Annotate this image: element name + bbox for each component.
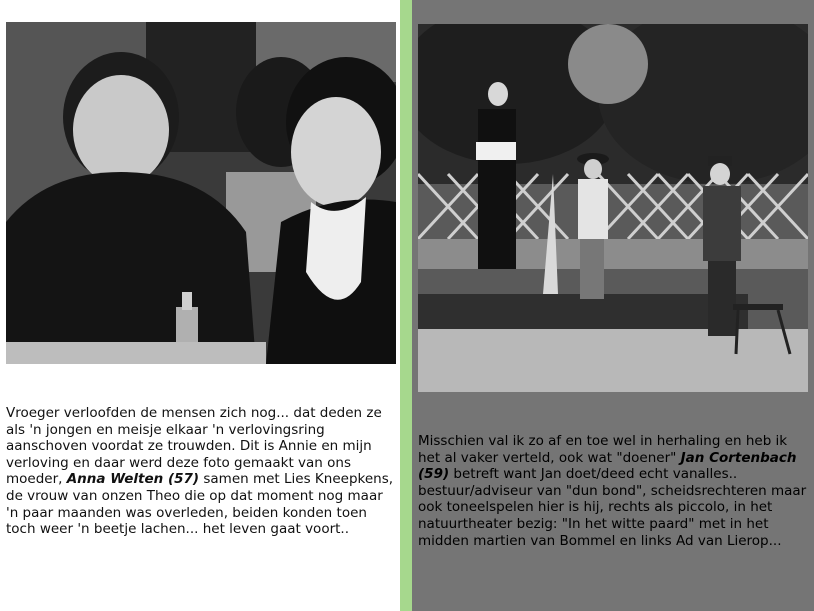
caption-right [418,433,810,549]
green-divider [400,0,412,611]
caption-right-person-name: Jan Cortenbach (59) [418,449,797,483]
caption-left-text-after: samen met Lies Kneepkens, de vrouw van onzen Theo die op dat moment nog maar 'n paar maanden was overleden, beiden konden toen toch weer 'n beetje lachen... het leven gaat voort.. [6,471,394,538]
caption-right-text-before: Misschien val ik zo af en toe wel in herhaling en heb ik het al vaker verteld, ook wat "doener" [418,433,788,466]
caption-right-text-after: betreft want Jan doet/deed echt vanalles.. bestuur/adviseur van "dun bond", scheidsrechteren maar ook toneelspelen hier is hij, rechts als piccolo, in het natuurtheater bezig: "In het witte paard" met in het midden martien van Bommel en links Ad van Lierop... [418,466,807,549]
photo-theatre-illustration [418,24,808,392]
caption-left-person-name: Anna Welten (57) [66,471,200,488]
photo-two-women-illustration [6,22,396,364]
photo-open-air-theatre [418,24,808,392]
caption-left [6,405,398,538]
left-panel [0,0,400,611]
photo-two-women-at-table [6,22,396,364]
right-panel [412,0,814,611]
caption-left-text-before: Vroeger verloofden de mensen zich nog... dat deden ze als 'n jongen en meisje elkaar 'n verlovingsring aanschoven voordat ze trouwden. Dit is Annie en mijn verloving en daar werd deze foto gemaakt van ons moeder, [6,405,382,488]
